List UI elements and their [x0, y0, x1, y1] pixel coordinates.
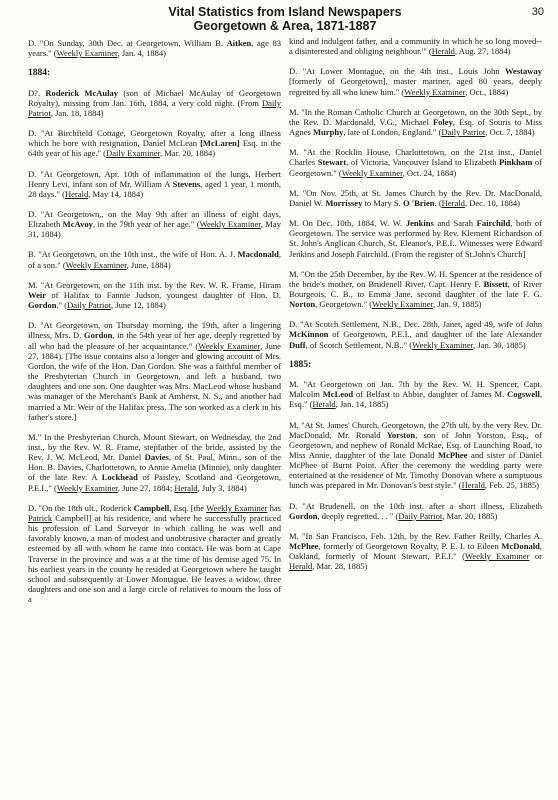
page-title: Vital Statistics from Island Newspapers — [168, 5, 402, 19]
entry-text: , Oakland, formerly of Mount Stewart, P.E.I." ( — [289, 541, 542, 562]
entry-text: kind and indulgent father, and a community in which he so long moved-- a disinterested and obliging neighbour."' ( — [289, 36, 542, 57]
entry-text: to Mary S. — [362, 197, 403, 208]
entry-text: of Halifax to Fannie Judson, youngest daughter of Hon. D. — [46, 289, 281, 300]
entry-text: , of Scotch Settlement, N.B.." ( — [305, 339, 413, 350]
surname: Foley — [432, 116, 453, 127]
entry-text: , Esq." ( — [289, 389, 543, 410]
entry-text: or — [529, 551, 542, 562]
entry-text: , May 31, 1884) — [28, 219, 281, 240]
entry-text: , Aug. 27, 1884) — [454, 46, 511, 57]
entry-text: , age 83 years." ( — [28, 38, 281, 59]
surname: Bissett — [483, 278, 508, 289]
record-entry — [289, 36, 542, 56]
entry-text: and sister of Daniel McPhee of Burnt Point. After the ceremony the wedding party were entertained at the residence of Mr. Timothy Donovan where a sumptuous lunch was prepared in Mr. Donovan's best style." ( — [289, 449, 542, 491]
entry-text: , Feb. 25, 1885) — [484, 480, 540, 491]
entry-text: and Sarah — [433, 218, 477, 229]
surname: Campbell — [133, 502, 170, 513]
entry-text: , of Victoria, Vancouver Island to Elizabeth — [346, 157, 500, 168]
record-entry — [289, 420, 542, 491]
entry-text: , Dec. 10, 1884) — [464, 197, 521, 208]
surname: Fairchild — [476, 218, 511, 229]
record-entry — [28, 38, 281, 58]
entry-text: D. "On Sunday, 30th Dec. at Georgetown, William B. — [28, 38, 227, 48]
source-title: Daily Patriot — [28, 97, 281, 118]
record-entry — [28, 503, 281, 605]
surname: McDonald — [501, 541, 540, 552]
surname: Murphy — [312, 127, 344, 138]
surname: Weir — [28, 289, 47, 300]
source-title: Herald — [312, 399, 336, 410]
year-heading: 1884: — [28, 68, 51, 79]
record-entry — [28, 209, 281, 239]
source-title: Patrick — [28, 512, 53, 523]
record-entry — [289, 269, 542, 310]
entry-text: , Jan. 9, 1885) — [433, 299, 482, 310]
entry-text: has — [267, 502, 282, 513]
source-title: Herald — [461, 480, 485, 491]
entry-text: , of St. Paul, Minn., son of the Hon. B. Davies, Charlottetown, to Annie Amelia (Minnie), only daughter of the late Rev. A — [28, 452, 281, 483]
source-title: Weekly Examiner — [341, 167, 403, 178]
entry-text: M. On Dec. 10th, 1884, W. W. — [289, 218, 406, 229]
source-title: Weekly Examiner — [465, 551, 530, 562]
entry-text: , Mar. 20, 1885) — [442, 510, 498, 521]
entry-text: M. "At Georgetown, on the 11th inst. by the Rev. W. R. Frame, Hiram — [28, 279, 281, 290]
record-entry — [28, 88, 281, 118]
entry-text: , Oct. 7, 1884) — [485, 127, 535, 138]
record-entry — [28, 169, 281, 199]
entry-text: ( — [436, 197, 442, 208]
record-entry — [289, 319, 542, 349]
source-title: Weekly Examiner — [56, 48, 118, 59]
surname: Cogswell — [507, 389, 540, 400]
entry-text: D. "At Georgetown, Apr. 10th of inflammation of the lungs, Herbert Henry Levi, infant son of Mr. William A — [28, 168, 281, 189]
right-column — [289, 38, 542, 614]
record-entry — [28, 249, 281, 269]
surname: Norton — [289, 299, 316, 310]
entry-text: M." In the Presbyterian Church, Mount Stewart, on Wednesday, the 2nd inst., by the Rev. W. R. Frame, stepfather of the bride, assisted by the Rev. J. W. McLeod, Mr. Daniel — [28, 431, 281, 463]
entry-text: D. "On the 18th ult., Roderick — [28, 502, 134, 513]
entry-text: , both of Georgetown. The service was performed by Rev. Klement Richardson of St. John's Anglican Church, St. Eleanor's, P.E.I.. Witnesses were Edward Jenkins and Joseph Fairchild. (From the register of St.John's Church] — [289, 218, 542, 259]
entry-text: , Jan. 30, 1885) — [473, 339, 526, 350]
entry-text: M. "At the Rocklin House, Charlottetown, on the 21st inst., Daniel Charles — [289, 147, 542, 168]
page-subtitle: Georgetown & Area, 1871-1887 — [193, 18, 377, 33]
entry-text: D?. — [28, 87, 46, 98]
surname: Duff — [289, 339, 306, 350]
source-title: Herald — [441, 197, 465, 208]
source-title: Herald — [174, 482, 198, 493]
record-entry — [28, 432, 281, 493]
source-title: Weekly Examiner — [404, 86, 466, 97]
entry-text: , June 12, 1884) — [111, 300, 166, 311]
surname: Westaway — [504, 66, 542, 77]
surname: McAvoy — [62, 219, 93, 230]
entry-text: , son of John Yorston, Esq., of Georgetown, and nephew of Ronald McRae, Esq. of Launching Road, to Miss Annie, daughter of the late Donald — [289, 429, 542, 460]
entry-text: D. "At Birchfield Cottage, Georgetown Royalty, after a long illness which he bore with resignation, Daniel McLean — [28, 128, 281, 149]
record-entry — [289, 501, 542, 521]
source-title: Daily Patriot — [67, 300, 112, 311]
entry-text: M. "On the 25th December, by the Rev. W. H. Spencer at the residence of the bride's mother, on Brudenell River, Capt. Henry F. — [289, 268, 542, 289]
surname: Stevens — [172, 178, 201, 189]
entry-text: of Belfast to Abbie, daughter of James M. — [353, 389, 508, 400]
record-entry — [289, 531, 542, 572]
entry-text: , Georgetown." ( — [315, 299, 373, 310]
entry-text: of Georgetown, P.E.I., and daughter of the late Alexander — [328, 329, 542, 340]
entry-text: , of River Bourgeois, C. B., to Emma Jane, second daughter of the late F. G. — [289, 278, 542, 299]
page-number: 30 — [531, 6, 544, 18]
source-title: Daily Patriot — [441, 127, 486, 138]
page-header — [28, 6, 542, 33]
entry-text: , deeply regretted. . . " ( — [317, 510, 399, 521]
entry-text: Esq. in the 64th year of his age." ( — [28, 138, 281, 159]
surname: Gordon — [83, 330, 113, 341]
entry-text: , Jan. 4, 1884) — [117, 48, 167, 59]
entry-text: D. "At Lower Montague, on the 4th inst., Louis John — [289, 66, 505, 77]
entry-text: (son of Michael McAulay of Georgetown Royalty), missing from Jan. 16th, 1884, a very cold night. (From — [28, 87, 281, 108]
source-title: Weekly Examiner — [206, 502, 268, 513]
source-title: Weekly Examiner — [199, 219, 261, 230]
entry-text: D. "At Georgetown, on Thursday morning, the 19th, after a lingering illness, Mrs. D. — [28, 320, 281, 341]
entry-text: , July 3, 1884) — [197, 482, 247, 493]
record-entry — [289, 147, 542, 177]
surname: Jenkins — [405, 218, 434, 229]
entry-text: , Oct., 1884) — [465, 86, 509, 97]
record-entry — [28, 128, 281, 158]
source-title: Herald — [64, 188, 89, 199]
entry-text: D. "At Brudenell, on the 10th inst. after a short illness, Elizabeth — [289, 500, 542, 511]
surname: Gordon — [289, 510, 318, 521]
entry-text: , May 14, 1884) — [88, 188, 144, 199]
source-title: Weekly Examiner — [198, 340, 261, 351]
surname: Roderick McAulay — [45, 87, 119, 98]
source-title: Daily Examiner — [106, 148, 161, 159]
entry-text: , Mar. 20, 1884) — [160, 148, 216, 159]
entry-text: B. "At Georgetown, on the 10th inst., the wife of Hon. A. J. — [28, 249, 238, 260]
entry-text: , Esq. [the — [169, 502, 207, 513]
record-entry — [289, 66, 542, 96]
entry-text: M. "In the Roman Catholic Church at Georgetown, on the 30th Sept., by the Rev. D. Macdonald, V.G., Michael — [289, 106, 542, 127]
record-entry — [289, 188, 542, 208]
surname: McPhee — [289, 541, 319, 552]
surname: Macdonald — [237, 249, 279, 260]
surname: Lockhead — [101, 472, 138, 483]
surname: O 'Brien. — [402, 197, 437, 208]
surname: Pinkham — [499, 157, 533, 168]
record-entry — [28, 320, 281, 422]
source-title: Daily Patriot — [398, 510, 443, 521]
entry-text: , of a son." ( — [28, 249, 281, 270]
entry-text: M. "In San Francisco, Feb. 12th, by the Rev. Father Reilly, Charles A. — [289, 530, 542, 541]
record-entry — [28, 280, 281, 310]
entry-text: [formerly of Georgetown], master mariner, aged 80 years, deeply regretted by all who knew him." ( — [289, 76, 542, 97]
surname: Gordon — [28, 300, 57, 311]
entry-text: Campbell] at his residence, and where he successfully practiced his profession of Land Surveyor in which calling he was well and favorably known, a man of modest and unobtrusive character and greatly esteemed by all with whom he came into contact. He was born at Cape Traverse in the province and was a at the time of his demise aged 75. In his earliest years in the county he resided at Georgetown where he taught school and subsequently at Lower Montague. He leaves a widow, three daughters and one son and a large circle of relatives to mourn the loss of a — [28, 512, 281, 605]
entry-text: , Oct. 24, 1884) — [402, 167, 457, 178]
entry-text: , Jan. 18, 1884) — [50, 107, 104, 118]
entry-text: , Esq. of Souris to Miss Agnes — [289, 116, 542, 138]
entry-text: , aged 1 year, 1 month, 28 days." ( — [28, 178, 281, 199]
surname: McKinnon — [289, 329, 329, 340]
entry-text: of Georgetown." ( — [289, 157, 542, 178]
entry-text: , June, 1884) — [126, 259, 171, 270]
source-title: Herald — [289, 561, 313, 572]
surname: [McLaren] — [200, 138, 240, 149]
entry-text: M. "On Nov. 25th, at St. James Church by the Rev. Dr. MacDonald, Daniel W. — [289, 187, 542, 208]
text-columns — [28, 38, 542, 614]
surname: Morrissey — [325, 197, 363, 208]
record-entry — [289, 218, 542, 259]
record-entry — [289, 107, 542, 137]
entry-text: , in the 54th year of her age, deeply regretted by all who had the pleasure of her acquaintance." ( — [28, 330, 281, 351]
left-column — [28, 38, 281, 614]
entry-text: M. "At St. James' Church, Georgetown, the 27th ult, by the very Rev. Dr. MacDonald, Mr. Ronald — [289, 419, 542, 440]
surname: Davies — [144, 452, 169, 463]
entry-text: of Paisley, Scotland and Georgetown, P.E.I.," ( — [28, 472, 281, 493]
entry-text: , Jan. 14, 1885) — [335, 399, 389, 410]
entry-text: M. "At Georgetown on Jan. 7th by the Rev. W. H. Spencer, Capt. Malcolm — [289, 379, 542, 400]
surname: Yorston — [386, 429, 416, 440]
entry-text: D. "At Georgetown,, on the May 9th after an illness of eight days, Elizabeth — [28, 209, 281, 230]
source-title: Herald — [431, 46, 455, 57]
entry-text: ." ( — [56, 300, 68, 311]
entry-text: , late of London, England." ( — [343, 127, 442, 138]
entry-text: , June 27, 1884). [The issue contains also a longer and glowing account of Mrs. Gordon, the wife of the Hon. Dan Gordon. She was a faithful member of the Presbyterian Church in Georgetown, and left a husband, two daughters and one son. One daughter was Mrs. MacLeod whose husband was manager of the Merchant's Bank at Amherst, N. S., and another had married a Mr. Weir of the Halifax press. The son worked as a clerk in his father's store.] — [28, 340, 281, 422]
entry-text: , formerly of Georgetown Royalty, P. E. I. to Eileen — [318, 541, 502, 552]
year-heading: 1885: — [289, 359, 312, 370]
source-title: Weekly Examiner — [56, 482, 118, 493]
surname: McLeod — [322, 389, 354, 400]
entry-text: , Mar. 28, 1885) — [312, 561, 368, 572]
entry-text: , in the 79th year of her age." ( — [92, 219, 200, 230]
source-title: Weekly Examiner — [65, 259, 127, 270]
surname: Aitken — [226, 38, 252, 48]
source-title: Weekly Examiner — [412, 339, 474, 350]
entry-text: D. "At Scotch Settlement, N.B., Dec. 28th, Janet, aged 49, wife of John — [289, 319, 542, 330]
source-title: Weekly Examiner — [372, 299, 434, 310]
surname: McPhee — [438, 449, 468, 460]
record-entry — [289, 379, 542, 409]
entry-text: , June 27, 1884; — [117, 482, 175, 493]
surname: Stewart — [317, 157, 347, 168]
